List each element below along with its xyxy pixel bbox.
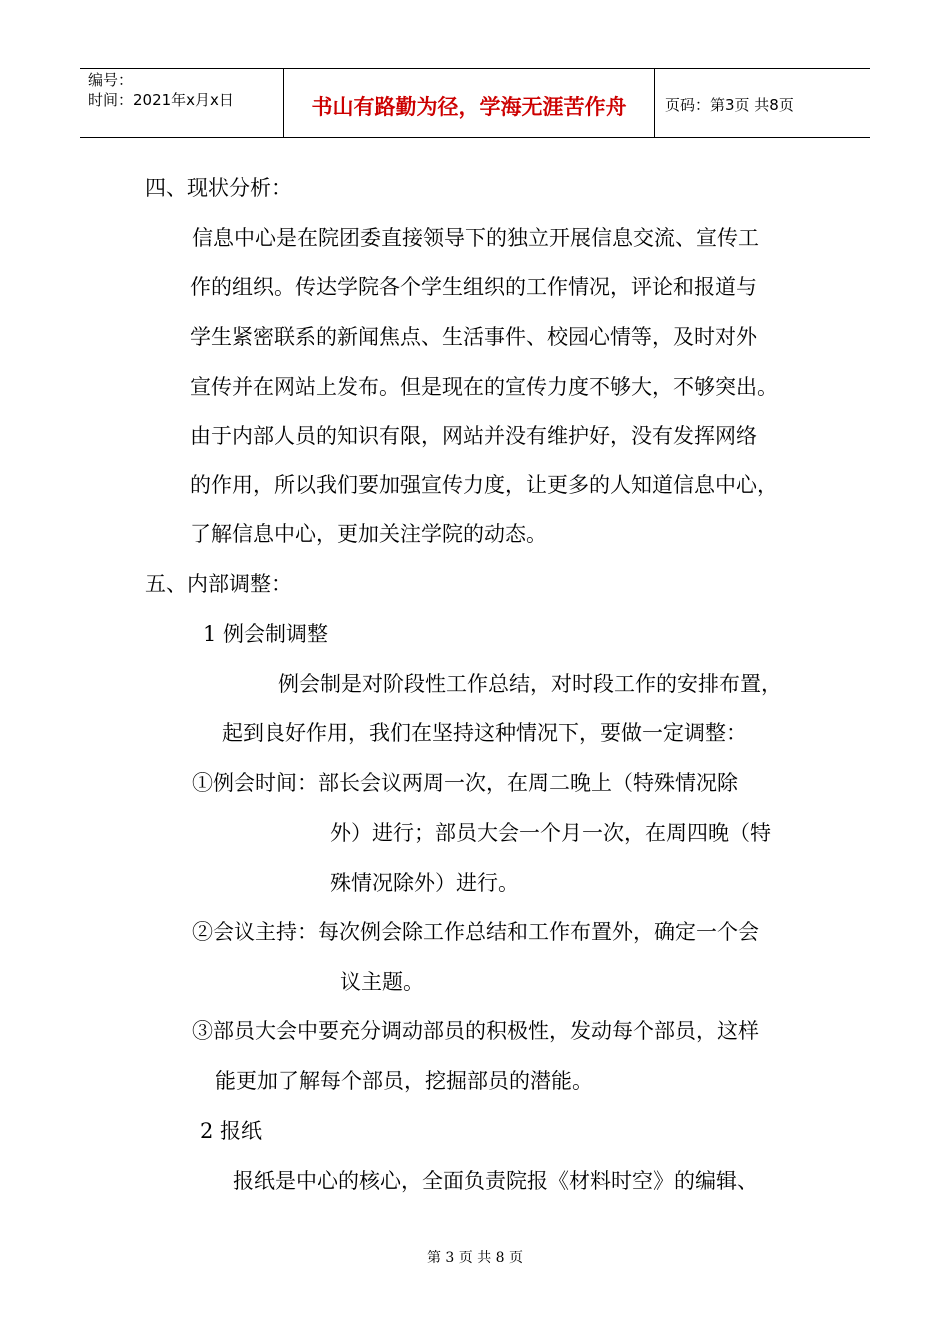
subsection-heading-1: 1 例会制调整 <box>203 622 329 646</box>
page-header <box>80 68 870 138</box>
page-footer: 第 3 页 共 8 页 <box>426 1250 524 1266</box>
paragraph-line: 报纸是中心的核心，全面负责院报《材料时空》的编辑、 <box>233 1169 758 1193</box>
list-item-line: ②会议主持：每次例会除工作总结和工作布置外，确定一个会 <box>192 920 759 944</box>
document-number-label: 编号： <box>88 71 134 89</box>
paragraph-line: 由于内部人员的知识有限，网站并没有维护好，没有发挥网络 <box>190 424 757 448</box>
section-heading-4: 四、现状分析： <box>145 176 292 200</box>
list-item-line: 能更加了解每个部员，挖掘部员的潜能。 <box>215 1069 593 1093</box>
list-item-line: 外）进行；部员大会一个月一次，在周四晚（特 <box>330 821 771 845</box>
document-time-label: 时间：2021年x月x日 <box>88 91 234 109</box>
list-item-line: 议主题。 <box>340 970 424 994</box>
list-item-line: ③部员大会中要充分调动部员的积极性，发动每个部员，这样 <box>192 1019 759 1043</box>
paragraph-line: 学生紧密联系的新闻焦点、生活事件、校园心情等，及时对外 <box>190 325 757 349</box>
paragraph-line: 了解信息中心，更加关注学院的动态。 <box>190 522 547 546</box>
paragraph-line: 的作用，所以我们要加强宣传力度，让更多的人知道信息中心， <box>190 473 778 497</box>
section-heading-5: 五、内部调整： <box>145 572 292 596</box>
list-item-line: 殊情况除外）进行。 <box>330 871 519 895</box>
paragraph-line: 作的组织。传达学院各个学生组织的工作情况，评论和报道与 <box>190 275 757 299</box>
header-motto-cell <box>284 69 655 137</box>
header-motto: 书山有路勤为径，学海无涯苦作舟 <box>311 95 627 119</box>
list-item-line: ①例会时间：部长会议两周一次，在周二晚上（特殊情况除 <box>192 771 738 795</box>
paragraph-line: 宣传并在网站上发布。但是现在的宣传力度不够大，不够突出。 <box>190 375 778 399</box>
paragraph-line: 信息中心是在院团委直接领导下的独立开展信息交流、宣传工 <box>192 226 759 250</box>
header-page-cell <box>655 69 870 137</box>
header-meta-cell <box>80 69 284 137</box>
paragraph-line: 起到良好作用，我们在坚持这种情况下，要做一定调整： <box>222 721 747 745</box>
paragraph-line: 例会制是对阶段性工作总结，对时段工作的安排布置， <box>278 672 782 696</box>
subsection-heading-2: 2 报纸 <box>200 1119 263 1143</box>
header-page-info: 页码：第3页 共8页 <box>665 96 794 114</box>
